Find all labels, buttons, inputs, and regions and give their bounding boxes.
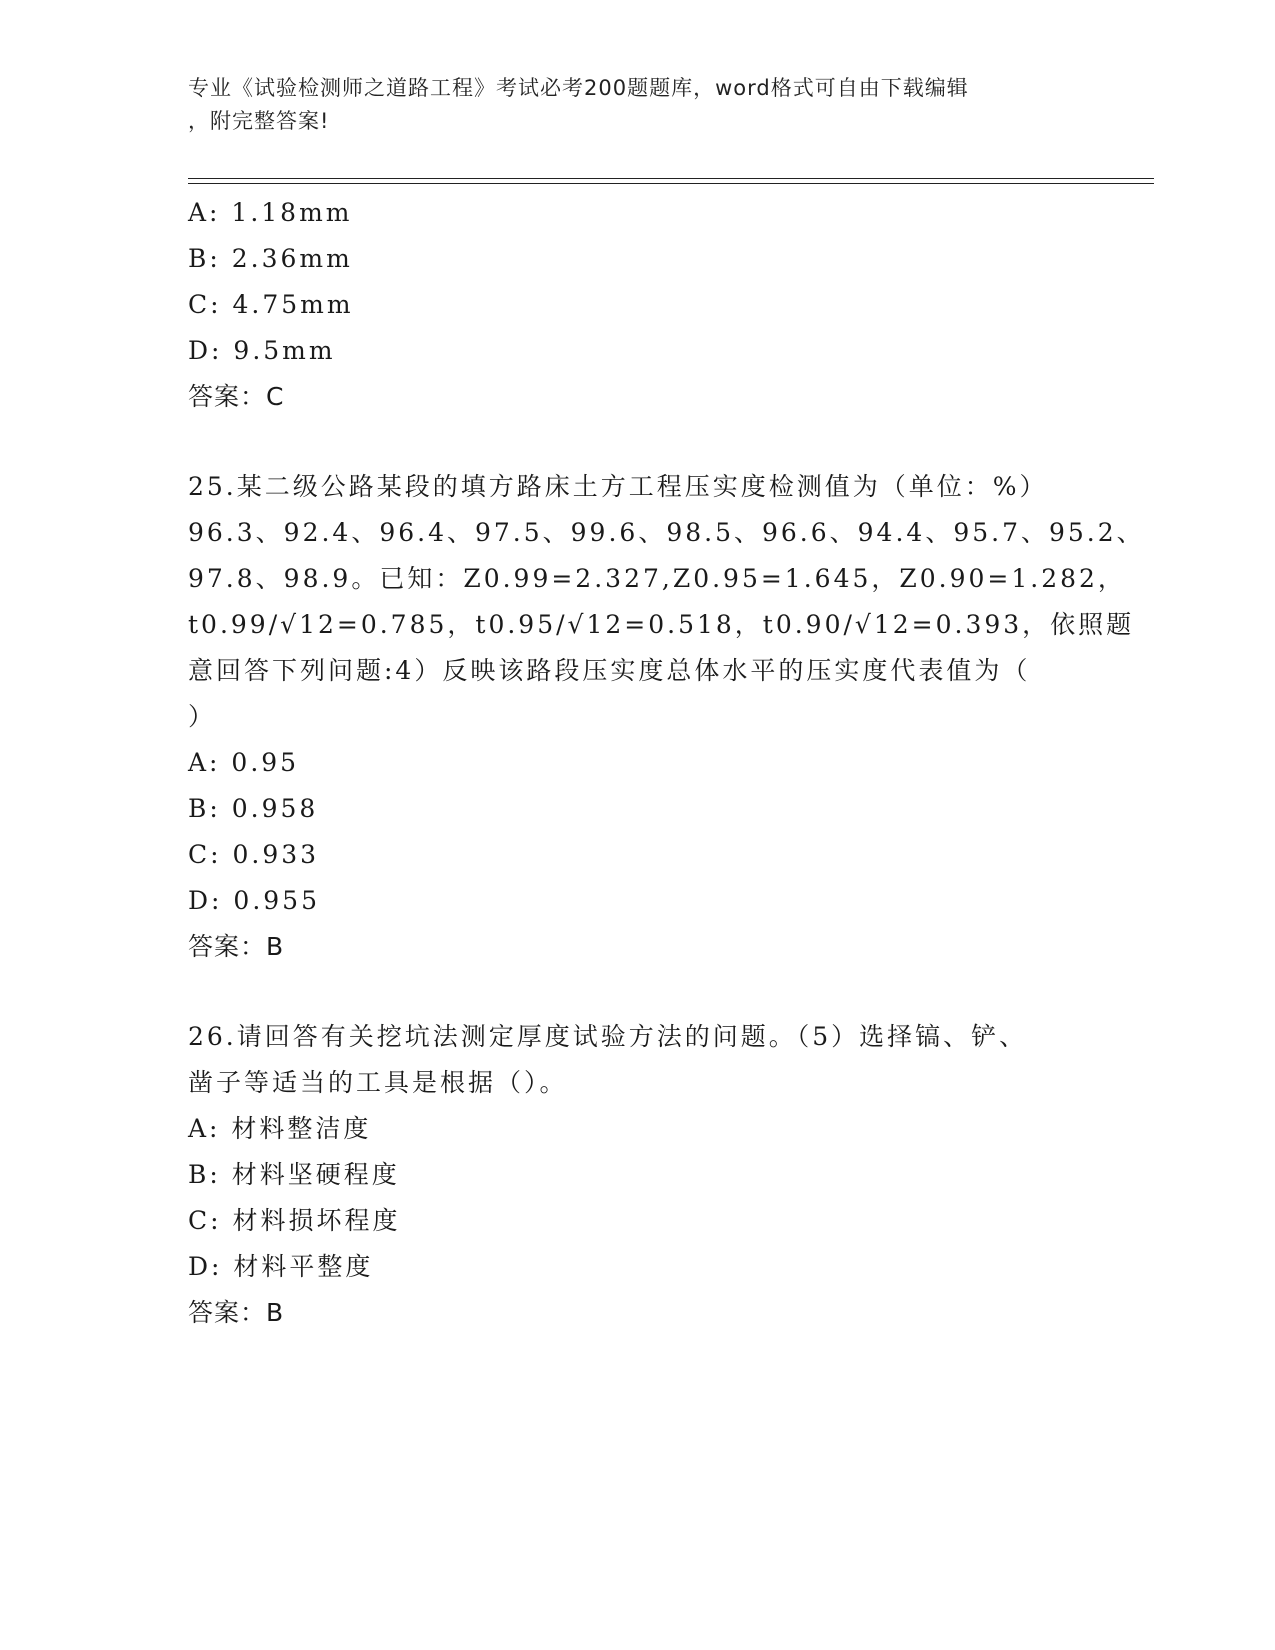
option-a: A: 1.18mm (188, 198, 353, 227)
option-c: C: 0.933 (188, 840, 320, 869)
answer: 答案：B (188, 1298, 285, 1327)
spacer (188, 970, 1088, 1014)
option-d: D: 0.955 (188, 886, 320, 915)
question-24 (188, 190, 1088, 420)
option-a: A: 0.95 (188, 748, 300, 777)
header-title-line-1: 专业《试验检测师之道路工程》考试必考200题题库，word格式可自由下载编辑 (188, 76, 969, 100)
spacer (188, 420, 1088, 464)
header-divider-top (188, 178, 1154, 179)
question-text-line: 97.8、98.9。已知：Z0.99=2.327,Z0.95=1.645，Z0.90=1.282， (188, 564, 1126, 593)
question-25 (188, 464, 1145, 970)
option-b: B: 0.958 (188, 794, 319, 823)
question-26 (188, 1014, 1088, 1336)
header-title-line-2: ，附完整答案! (188, 109, 330, 133)
option-d: D: 9.5mm (188, 336, 336, 365)
question-text-line: 25.某二级公路某段的填方路床土方工程压实度检测值为（单位：%） (188, 472, 1048, 501)
option-b: B: 2.36mm (188, 244, 353, 273)
option-d: D: 材料平整度 (188, 1252, 374, 1281)
document-header (188, 72, 1068, 138)
question-text-line: t0.99/√12=0.785，t0.95/√12=0.518，t0.90/√12=0.393，依照题 (188, 610, 1135, 639)
option-a: A: 材料整洁度 (188, 1114, 372, 1143)
question-text-line: 96.3、92.4、96.4、97.5、99.6、98.5、96.6、94.4、95.7、95.2、 (188, 518, 1145, 547)
answer: 答案：C (188, 382, 285, 411)
answer: 答案：B (188, 932, 285, 961)
question-text-line: ） (188, 702, 217, 731)
option-c: C: 材料损坏程度 (188, 1206, 401, 1235)
option-c: C: 4.75mm (188, 290, 354, 319)
option-b: B: 材料坚硬程度 (188, 1160, 400, 1189)
question-text-line: 意回答下列问题:4）反映该路段压实度总体水平的压实度代表值为（ (188, 656, 1031, 685)
header-divider-bottom (188, 183, 1154, 184)
question-text-line: 凿子等适当的工具是根据（）。 (188, 1068, 568, 1097)
question-text-line: 26.请回答有关挖坑法测定厚度试验方法的问题。（5）选择镐、铲、 (188, 1022, 1028, 1051)
question-list (188, 190, 1145, 1336)
